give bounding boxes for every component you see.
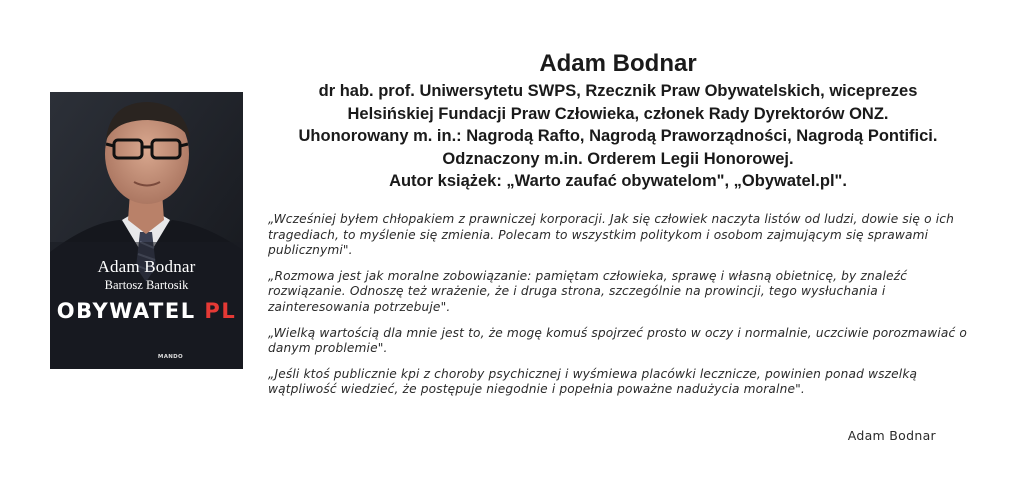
book-cover [50, 92, 243, 369]
author-header [268, 49, 968, 193]
cover-title-main: OBYWATEL [56, 299, 196, 323]
publisher-logo: MANDO [157, 354, 183, 360]
bio-line: Uhonorowany m. in.: Nagrodą Rafto, Nagrodą Praworządności, Nagrodą Pontifici. [298, 127, 938, 145]
bio-line: Odznaczony m.in. Orderem Legii Honorowej. [442, 149, 794, 168]
quote: „Wcześniej byłem chłopakiem z prawniczej korporacji. Jak się człowiek naczyta listów od ludzi, dowie się o ich tragediach, to myślenie się zmienia. Polecam to wszystkim politykom i osobom zajmującym się sprawami publicznymi". [268, 212, 954, 258]
author-portrait [50, 92, 243, 369]
cover-title-accent: PL [204, 299, 237, 323]
quote: „Rozmowa jest jak moralne zobowiązanie: pamiętam człowieka, sprawę i własną obietnicę, by znaleźć rozwiązanie. Odnoszę też wrażenie, że i druga strona, szczególnie na prowincji, tego wysłuchania i zainteresowania potrzebuje". [268, 268, 908, 314]
quote: „Jeśli ktoś publicznie kpi z choroby psychicznej i wyśmiewa placówki lecznicze, powinien ponad wszelką wątpliwość wiedzieć, że postępuje niegodnie i popełnia poważne nadużycia moralne". [268, 366, 918, 397]
cover-coauthor: Bartosz Bartosik [104, 278, 189, 292]
signature: Adam Bodnar [847, 428, 936, 443]
cover-title [50, 299, 243, 323]
bio-line: Autor książek: „Warto zaufać obywatelom", „Obywatel.pl". [389, 172, 847, 190]
author-name: Adam Bodnar [539, 50, 697, 77]
quote: „Wielką wartością dla mnie jest to, że mogę komuś spojrzeć prosto w oczy i normalnie, uczciwie porozmawiać o danym problemie". [268, 325, 968, 356]
cover-author: Adam Bodnar [97, 257, 196, 276]
bio-line: Helsińskiej Fundacji Praw Człowieka, członek Rady Dyrektorów ONZ. [347, 104, 889, 123]
bio-line: dr hab. prof. Uniwersytetu SWPS, Rzecznik Praw Obywatelskich, wiceprezes [318, 82, 918, 100]
quotes-list [268, 212, 984, 408]
